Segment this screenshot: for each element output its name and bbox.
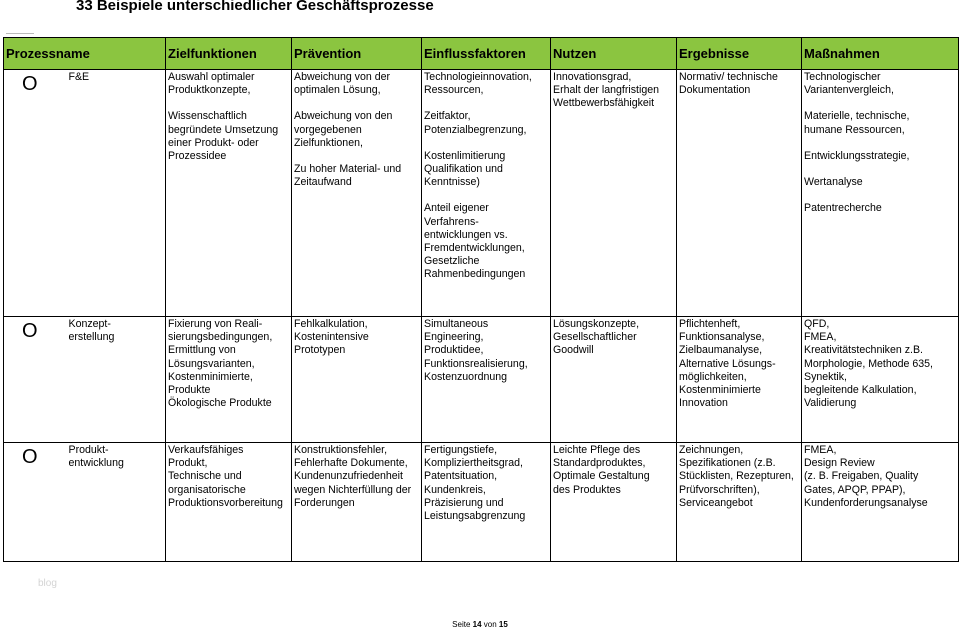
process-name-cell (67, 70, 166, 317)
einflussfaktoren-cell (422, 317, 551, 443)
nutzen-cell (551, 317, 677, 443)
ergebnisse-cell (677, 443, 802, 562)
header-einflussfaktoren: Einflussfaktoren (422, 38, 551, 70)
massnahmen-cell (802, 70, 959, 317)
process-table (3, 37, 959, 562)
ergebnisse-cell (677, 70, 802, 317)
zielfunktionen-cell (166, 317, 292, 443)
row-marker: O (4, 443, 67, 562)
paragraph-gap (804, 163, 956, 176)
footer-sep: von (483, 620, 497, 629)
einflussfaktoren-cell (422, 70, 551, 317)
header-row (4, 38, 959, 70)
massnahmen-cell (802, 443, 959, 562)
paragraph-gap (294, 97, 419, 110)
praevention-cell (292, 70, 422, 317)
paragraph-gap (424, 97, 548, 110)
paragraph-gap (804, 97, 956, 110)
header-ergebnisse: Ergebnisse (677, 38, 802, 70)
zielfunktionen-text: Verkaufsfähiges Produkt, Technische und organisatorische Produktionsvorbereitung (168, 444, 283, 509)
paragraph-gap (424, 189, 548, 202)
massnahmen-text: Entwicklungsstrategie, (804, 149, 910, 162)
praevention-text: Abweichung von den vorgegebenen Zielfunktionen, (294, 110, 393, 149)
footer-prefix: Seite (452, 620, 471, 629)
table-row (4, 443, 959, 562)
massnahmen-text: Wertanalyse (804, 176, 863, 189)
nutzen-text: Innovationsgrad, Erhalt der langfristigen Wettbewerbsfähigkeit (553, 71, 660, 110)
praevention-text: Fehlkalkulation, Kostenintensive Prototypen (294, 318, 369, 357)
footer-page: 14 (472, 620, 482, 629)
einflussfaktoren-text: Zeitfaktor, Potenzialbegrenzung, (424, 110, 527, 136)
watermark-text: blog (38, 578, 57, 589)
einflussfaktoren-cell (422, 443, 551, 562)
massnahmen-text: Materielle, technische, humane Ressourcen, (804, 110, 910, 136)
process-name: Produkt- entwicklung (68, 444, 124, 470)
nutzen-cell (551, 443, 677, 562)
footer-total: 15 (498, 620, 508, 629)
praevention-text: Konstruktionsfehler, Fehlerhafte Dokumente, Kundenunzufriedenheit wegen Nichterfüllung der Forderungen (294, 444, 412, 509)
einflussfaktoren-text: Fertigungstiefe, Kompliziertheitsgrad, Patentsituation, Kundenkreis, Präzisierung und Leistungsabgrenzung (424, 444, 526, 523)
table-row (4, 317, 959, 443)
page-footer (0, 620, 960, 629)
ergebnisse-text: Pflichtenheft, Funktionsanalyse, Zielbaumanalyse, Alternative Lösungs- möglichkeiten, Kostenminimierte Innovation (679, 318, 776, 410)
paragraph-gap (424, 137, 548, 150)
process-name: F&E (68, 71, 90, 83)
einflussfaktoren-text: Kostenlimitierung Qualifikation und Kenntnisse) (424, 149, 506, 189)
praevention-cell (292, 317, 422, 443)
header-prozessname: Prozessname (4, 38, 166, 70)
table-row (4, 70, 959, 317)
document-title: 33 Beispiele unterschiedlicher Geschäftsprozesse (76, 0, 434, 14)
process-name-cell (67, 443, 166, 562)
header-praevention: Prävention (292, 38, 422, 70)
praevention-text: Abweichung von der optimalen Lösung, (294, 71, 391, 97)
paragraph-gap (294, 150, 419, 163)
praevention-cell (292, 443, 422, 562)
paragraph-gap (804, 189, 956, 202)
paragraph-gap (804, 137, 956, 150)
nutzen-text: Leichte Pflege des Standardproduktes, Optimale Gestaltung des Produktes (553, 444, 650, 496)
zielfunktionen-text: Wissenschaftlich begründete Umsetzung einer Produkt- oder Prozessidee (168, 110, 279, 163)
zielfunktionen-cell (166, 70, 292, 317)
einflussfaktoren-text: Technologieinnovation, Ressourcen, (424, 71, 532, 97)
process-name: Konzept- erstellung (68, 318, 115, 344)
massnahmen-text: FMEA, Design Review (z. B. Freigaben, Quality Gates, APQP, PPAP), Kundenforderungsanalyse (804, 444, 928, 509)
massnahmen-text: Technologischer Variantenvergleich, (804, 71, 894, 97)
ergebnisse-text: Zeichnungen, Spezifikationen (z.B. Stücklisten, Rezepturen, Prüfvorschriften), Serviceangebot (679, 444, 794, 509)
header-nutzen: Nutzen (551, 38, 677, 70)
header-zielfunktionen: Zielfunktionen (166, 38, 292, 70)
zielfunktionen-text: Auswahl optimaler Produktkonzepte, (168, 71, 255, 97)
process-name-cell (67, 317, 166, 443)
einflussfaktoren-text: Anteil eigener Verfahrens- entwicklungen vs. Fremdentwicklungen, Gesetzliche Rahmenbedingungen (424, 202, 526, 281)
massnahmen-cell (802, 317, 959, 443)
ergebnisse-cell (677, 317, 802, 443)
einflussfaktoren-text: Simultaneous Engineering, Produktidee, Funktionsrealisierung, Kostenzuordnung (424, 318, 528, 383)
row-marker: O (4, 70, 67, 317)
zielfunktionen-cell (166, 443, 292, 562)
row-marker: O (4, 317, 67, 443)
nutzen-cell (551, 70, 677, 317)
massnahmen-text: Patentrecherche (804, 202, 882, 215)
nutzen-text: Lösungskonzepte, Gesellschaftlicher Goodwill (553, 318, 640, 357)
praevention-text: Zu hoher Material- und Zeitaufwand (294, 163, 402, 189)
massnahmen-text: QFD, FMEA, Kreativitätstechniken z.B. Morphologie, Methode 635, Synektik, begleitende Kalkulation, Validierung (804, 318, 933, 410)
zielfunktionen-text: Fixierung von Reali- sierungsbedingungen, Ermittlung von Lösungsvarianten, Kostenminimierte, Produkte Ökologische Produkte (168, 318, 273, 410)
ergebnisse-text: Normativ/ technische Dokumentation (679, 71, 778, 97)
header-massnahmen: Maßnahmen (802, 38, 959, 70)
header-rule (6, 33, 34, 34)
paragraph-gap (168, 97, 289, 110)
